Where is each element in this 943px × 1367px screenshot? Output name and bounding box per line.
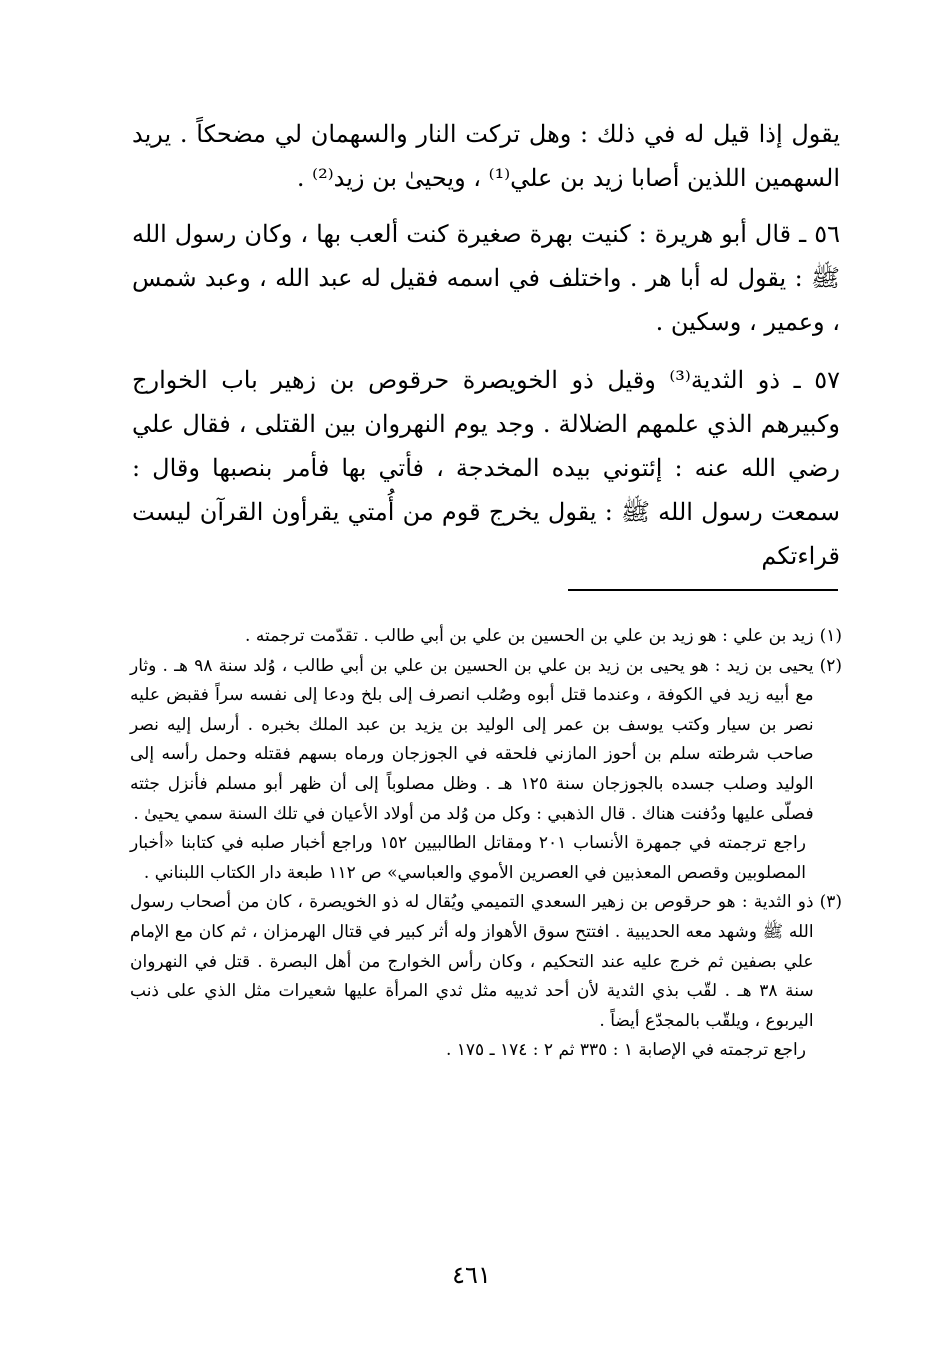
footnote-text: زيد بن علي : هو زيد بن علي بن الحسين بن علي بن أبي طالب . تقدّمت ترجمته .	[245, 626, 814, 646]
paragraph-57: ٥٧ ـ ذو الثدية⁽³⁾ وقيل ذو الخويصرة حرقوص بن زهير باب الخوارج وكبيرهم الذي علمهم الضلالة . وجد يوم النهروان بين القتلى ، فقال علي رضي الله عنه : إئتوني بيده المخدجة ، فأتي بها فأمر بنصبها وقال : سمعت رسول الله ﷺ : يقول يخرج قوم من أُمتي يقرأون القرآن ليست قراءتكم	[132, 366, 840, 570]
paragraph-56: ٥٦ ـ قال أبو هريرة : كنيت بهرة صغيرة كنت ألعب بها ، وكان رسول الله ﷺ : يقول له أبا هر . واختلف في اسمه فقيل له عبد الله ، وعبد شمس ، وعمير ، وسكين .	[132, 220, 841, 336]
footnote-1	[130, 622, 842, 652]
footnote-2-reference: راجع ترجمته في جمهرة الأنساب ٢٠١ ومقاتل الطالبيين ١٥٢ وراجع أخبار صلبه في كتابنا «أخبار المصلوبين وقصص المعذبين في العصرين الأموي والعباسي» ص ١١٢ طبعة دار الكتاب اللبناني .	[130, 833, 806, 883]
footnote-number: (٢)	[819, 655, 842, 676]
footnote-2	[130, 652, 842, 830]
footnote-3	[130, 888, 842, 1036]
footnote-number: (١)	[819, 626, 842, 646]
main-text	[132, 112, 840, 590]
footnote-text: ذو الثدية : هو حرقوص بن زهير السعدي التميمي ويُقال له ذو الخويصرة ، كان من أصحاب رسول الله ﷺ وشهد معه الحديبية . افتتح سوق الأهواز وله أثر كبير في قتال الهرمزان ، ثم كان مع الإمام علي بصفين ثم خرج عليه عند التحكيم ، وكان رأس الخوارج من أهل البصرة . قتل في النهروان سنة ٣٨ هـ . لقّب بذي الثدية لأن أحد ثدييه مثل ثدي المرأة عليها شعيرات مثل الذي على ذنب اليربوع ، ويلقّب بالمجدّع أيضاً .	[130, 892, 814, 1031]
footnote-number: (٣)	[819, 892, 842, 913]
paragraph-1: يقول إذا قيل له في ذلك : وهل تركت النار والسهمان لي مضحكاً . يريد السهمين اللذين أصابا زيد بن علي⁽¹⁾ ، ويحيىٰ بن زيد⁽²⁾ .	[132, 120, 841, 192]
footnote-text: يحيى بن زيد : هو يحيى بن زيد بن علي بن الحسين بن علي بن أبي طالب ، وُلد سنة ٩٨ هـ . وثار مع أبيه زيد في الكوفة ، وعندما قتل أبوه وصُلب انصرف إلى بلخ ودعا إلى نفسه سراً فقبض عليه نصر بن سيار وكتب يوسف بن عمر إلى الوليد بن يزيد بن عبد الملك بخبره . أرسل إليه نصر صاحب شرطته سلم بن أحوز المازني فلحقه في الجوزجان ورماه بسهم فقتله وحمل رأسه إلى الوليد وصلب جسده بالجوزجان سنة ١٢٥ هـ . وظل مصلوباً إلى أن ظهر أبو مسلم فأنزل جثته فصلّى عليها ودُفنت هناك . قال الذهبي : وكل من وُلد من أولاد الأعيان في تلك السنة سمي يحيىٰ .	[130, 655, 814, 824]
footnote-divider	[568, 589, 838, 591]
page-number: ٤٦١	[452, 1261, 491, 1289]
footnotes	[130, 622, 842, 1066]
footnote-3-reference: راجع ترجمته في الإصابة ١ : ٣٣٥ ثم ٢ : ١٧٤ ـ ١٧٥ .	[445, 1040, 806, 1061]
